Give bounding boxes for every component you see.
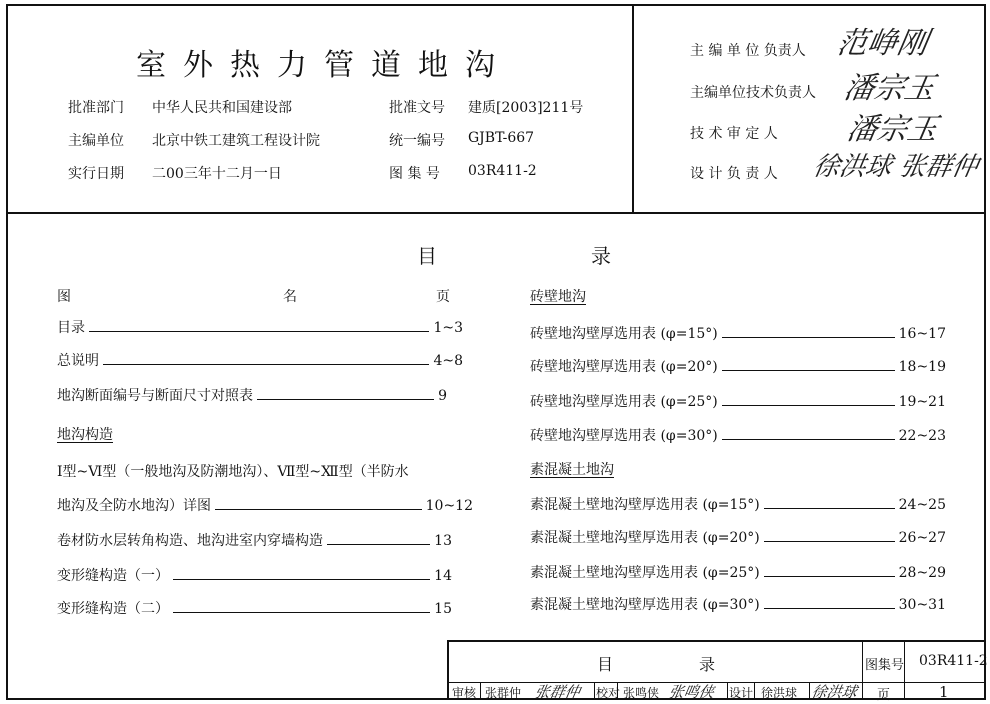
- meta-value-unified-no: GJBT-667: [468, 130, 535, 146]
- toc-entry[interactable]: [57, 350, 463, 370]
- title-block-check-signature: 张鸣侠: [667, 683, 716, 701]
- meta-label-approval-no: 批准文号: [389, 100, 445, 116]
- toc-entry-page: 26~27: [898, 530, 946, 546]
- toc-entry-page: 9: [438, 388, 447, 404]
- title-block-divider: [904, 642, 905, 700]
- title-block-design-signature: 徐洪球: [810, 683, 859, 701]
- title-block-review-signature: 张群仲: [533, 683, 582, 701]
- responsible-label-review: 技 术 审 定 人: [690, 126, 778, 142]
- toc-entry[interactable]: [530, 323, 946, 343]
- leader-line: [327, 544, 430, 545]
- toc-entry-label: 砖壁地沟壁厚选用表 (φ=15°): [530, 326, 718, 342]
- col-header-page: 页: [436, 289, 450, 305]
- toc-entry[interactable]: [57, 565, 452, 585]
- col-header-name: 名: [283, 289, 297, 305]
- leader-line: [764, 541, 895, 542]
- signature-design: 徐洪球 张群仲: [810, 152, 981, 182]
- section-heading-brick-trench: 砖壁地沟: [530, 289, 586, 305]
- responsible-label-chief-unit: 主 编 单 位 负责人: [690, 43, 806, 59]
- toc-entry-label: 地沟及全防水地沟）详图: [57, 498, 211, 514]
- header-divider: [6, 212, 986, 214]
- meta-value-effective-date: 二00三年十二月一日: [152, 166, 282, 182]
- meta-label-chief-unit: 主编单位: [68, 133, 124, 149]
- title-block-divider: [727, 683, 728, 700]
- toc-entry-label: 素混凝土壁地沟壁厚选用表 (φ=20°): [530, 530, 760, 546]
- responsible-label-design: 设 计 负 责 人: [690, 166, 778, 182]
- title-block-title-b: 录: [699, 655, 716, 674]
- leader-line: [722, 370, 895, 371]
- toc-entry-label: 砖壁地沟壁厚选用表 (φ=30°): [530, 428, 718, 444]
- meta-value-atlas-no: 03R411-2: [468, 163, 537, 179]
- title-block-page-no: 1: [939, 683, 949, 701]
- title-block-title-a: 目: [597, 655, 614, 674]
- toc-entry-label: 素混凝土壁地沟壁厚选用表 (φ=30°): [530, 597, 760, 613]
- title-block: [447, 640, 988, 703]
- toc-entry-page: 13: [434, 533, 452, 549]
- toc-entry-label: 总说明: [57, 353, 99, 369]
- toc-entry-label: 地沟断面编号与断面尺寸对照表: [57, 388, 253, 404]
- toc-entry-label: 目录: [57, 320, 85, 336]
- toc-entry[interactable]: [530, 356, 946, 376]
- toc-entry[interactable]: [57, 495, 473, 515]
- title-block-review-name: 张群仲: [485, 686, 522, 700]
- section-heading-concrete-trench: 素混凝土地沟: [530, 462, 614, 478]
- toc-entry-page: 16~17: [898, 326, 946, 342]
- toc-entry-label: 卷材防水层转角构造、地沟进室内穿墙构造: [57, 533, 323, 549]
- toc-entry-label: 素混凝土壁地沟壁厚选用表 (φ=25°): [530, 565, 760, 581]
- toc-entry[interactable]: [530, 562, 946, 582]
- toc-entry-page: 19~21: [898, 394, 946, 410]
- responsible-label-tech: 主编单位技术负责人: [690, 85, 816, 101]
- meta-value-approval-no: 建质[2003]211号: [468, 100, 584, 116]
- toc-entry[interactable]: [57, 530, 452, 550]
- leader-line: [173, 579, 430, 580]
- title-block-design-name: 徐洪球: [761, 686, 798, 700]
- section-heading-trench-structure: 地沟构造: [57, 427, 113, 443]
- title-block-page-label: 页: [877, 688, 891, 703]
- leader-line: [722, 439, 895, 440]
- toc-title-part-b: 录: [591, 244, 611, 268]
- title-block-divider: [480, 683, 481, 700]
- toc-entry-page: 1~3: [433, 320, 463, 336]
- title-block-atlas-no: 03R411-2: [919, 653, 988, 669]
- leader-line: [764, 508, 895, 509]
- toc-entry-label: 素混凝土壁地沟壁厚选用表 (φ=15°): [530, 497, 760, 513]
- meta-value-chief-unit: 北京中铁工建筑工程设计院: [152, 133, 320, 149]
- toc-entry-label: 变形缝构造（一）: [57, 568, 169, 584]
- title-block-check-name: 张鸣侠: [623, 686, 660, 700]
- toc-entry-label: 砖壁地沟壁厚选用表 (φ=20°): [530, 359, 718, 375]
- meta-label-effective-date: 实行日期: [68, 166, 124, 182]
- toc-entry[interactable]: [530, 594, 946, 614]
- toc-entry-page: 15: [434, 601, 452, 617]
- toc-entry-multiline-first: Ⅰ型~Ⅵ型（一般地沟及防潮地沟）、Ⅶ型~Ⅻ型（半防水: [57, 464, 409, 480]
- meta-label-unified-no: 统一编号: [389, 133, 445, 149]
- toc-entry[interactable]: [530, 494, 946, 514]
- title-block-divider: [594, 683, 595, 700]
- signature-tech: 潘宗玉: [841, 71, 938, 106]
- title-block-divider: [449, 682, 986, 683]
- toc-entry-page: 24~25: [898, 497, 946, 513]
- meta-label-approval-dept: 批准部门: [68, 100, 124, 116]
- meta-value-approval-dept: 中华人民共和国建设部: [152, 100, 292, 116]
- toc-entry-page: 22~23: [898, 428, 946, 444]
- title-block-review-label: 审核: [452, 686, 477, 700]
- toc-entry-label: 变形缝构造（二）: [57, 601, 169, 617]
- header-vertical-divider: [632, 4, 634, 212]
- toc-entry[interactable]: [530, 425, 946, 445]
- toc-title-part-a: 目: [417, 244, 437, 268]
- toc-entry-label: 砖壁地沟壁厚选用表 (φ=25°): [530, 394, 718, 410]
- toc-entry[interactable]: [57, 385, 447, 405]
- title-block-design-label: 设计: [729, 686, 754, 700]
- signature-review: 潘宗玉: [844, 112, 941, 147]
- toc-entry[interactable]: [57, 317, 463, 337]
- leader-line: [103, 364, 429, 365]
- title-block-atlas-label: 图集号: [865, 658, 905, 673]
- meta-label-atlas-no: 图 集 号: [389, 166, 440, 182]
- col-header-fig: 图: [57, 289, 71, 305]
- leader-line: [764, 576, 895, 577]
- leader-line: [89, 331, 429, 332]
- leader-line: [257, 399, 434, 400]
- toc-entry-page: 28~29: [898, 565, 946, 581]
- toc-entry[interactable]: [57, 598, 452, 618]
- toc-entry[interactable]: [530, 391, 946, 411]
- toc-entry-page: 10~12: [425, 498, 473, 514]
- toc-entry[interactable]: [530, 527, 946, 547]
- leader-line: [215, 509, 422, 510]
- title-block-divider: [754, 683, 755, 700]
- toc-entry-page: 14: [434, 568, 452, 584]
- leader-line: [722, 405, 895, 406]
- signature-chief-unit: 范峥刚: [834, 26, 931, 61]
- leader-line: [722, 337, 895, 338]
- toc-entry-page: 30~31: [898, 597, 946, 613]
- atlas-title: 室外热力管道地沟: [136, 48, 512, 83]
- title-block-divider: [862, 642, 863, 700]
- toc-entry-page: 4~8: [433, 353, 463, 369]
- title-block-check-label: 校对: [596, 686, 621, 700]
- leader-line: [173, 612, 430, 613]
- toc-entry-page: 18~19: [898, 359, 946, 375]
- leader-line: [764, 608, 895, 609]
